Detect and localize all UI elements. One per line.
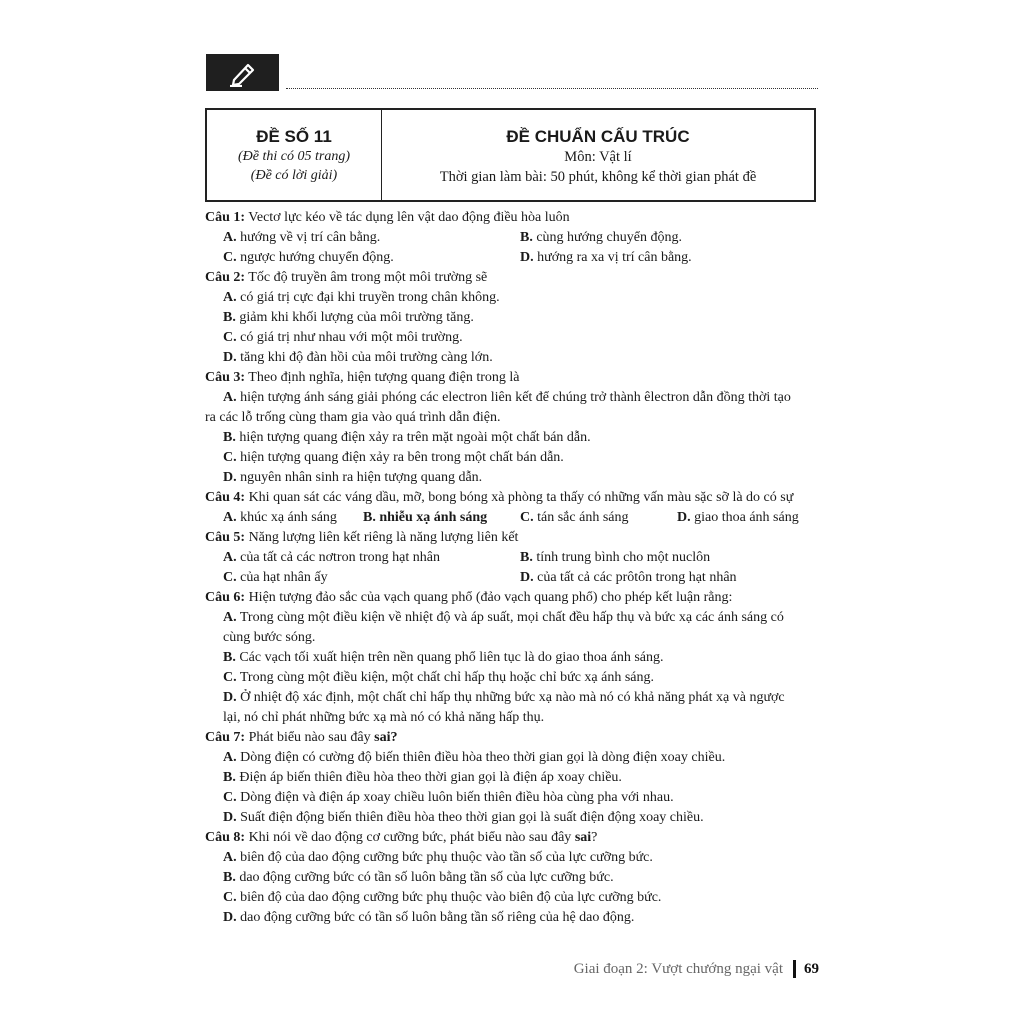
text-span: B. bbox=[223, 770, 236, 785]
question-text: Hiện tượng đảo sắc của vạch quang phổ (đảo vạch quang phổ) cho phép kết luận rằng: bbox=[245, 590, 733, 605]
question-stem bbox=[205, 268, 825, 288]
text-span: C. bbox=[223, 250, 237, 265]
question-label: Câu 8: bbox=[205, 830, 246, 845]
option-row bbox=[205, 568, 825, 588]
text-span: ngược hướng chuyển động. bbox=[236, 250, 394, 265]
text-span: khúc xạ ánh sáng bbox=[236, 510, 337, 525]
exam-id-cell bbox=[207, 110, 382, 200]
text-span: tán sắc ánh sáng bbox=[533, 510, 629, 525]
question-text: Theo định nghĩa, hiện tượng quang điện trong là bbox=[245, 370, 520, 385]
footer-divider bbox=[793, 960, 796, 978]
text-span: có giá trị như nhau với một môi trường. bbox=[236, 330, 463, 345]
pencil-icon-box bbox=[206, 54, 279, 91]
text-span: có giá trị cực đại khi truyền trong chân không. bbox=[236, 290, 500, 305]
option bbox=[205, 808, 825, 828]
pencil-icon bbox=[228, 59, 258, 87]
text-span: cùng hướng chuyển động. bbox=[532, 230, 682, 245]
page-number: 69 bbox=[804, 960, 819, 977]
text-span: C. bbox=[223, 570, 237, 585]
question-stem bbox=[205, 728, 825, 748]
option bbox=[520, 508, 677, 528]
option bbox=[223, 228, 520, 248]
question-text: Vectơ lực kéo về tác dụng lên vật dao động điều hòa luôn bbox=[245, 210, 570, 225]
text-span: D. bbox=[223, 470, 237, 485]
exam-title: ĐỀ CHUẨN CẤU TRÚC bbox=[506, 127, 690, 146]
question-label: Câu 2: bbox=[205, 270, 246, 285]
question-stem bbox=[205, 528, 825, 548]
option bbox=[205, 668, 825, 688]
option bbox=[205, 348, 825, 368]
option-continuation: cùng bước sóng. bbox=[223, 630, 316, 645]
option-continuation: ra các lỗ trống cùng tham gia vào quá trình dẫn điện. bbox=[205, 410, 501, 425]
text-span: Trong cùng một điều kiện về nhiệt độ và áp suất, mọi chất đều hấp thụ và bức xạ các ánh sáng có bbox=[236, 610, 784, 625]
option bbox=[205, 288, 825, 308]
text-span: C. bbox=[223, 670, 237, 685]
question-stem bbox=[205, 588, 825, 608]
question-text: Khi nói về dao động cơ cưỡng bức, phát biểu nào sau đây bbox=[245, 830, 575, 845]
option-row bbox=[205, 228, 825, 248]
question-stem bbox=[205, 828, 825, 848]
option bbox=[205, 908, 825, 928]
option bbox=[205, 688, 825, 708]
text-span: giao thoa ánh sáng bbox=[690, 510, 799, 525]
text-span: nguyên nhân sinh ra hiện tượng quang dẫn. bbox=[236, 470, 483, 485]
text-span: của tất cả các nơtron trong hạt nhân bbox=[236, 550, 440, 565]
option bbox=[520, 248, 692, 268]
question-label: Câu 5: bbox=[205, 530, 246, 545]
option bbox=[223, 508, 363, 528]
option bbox=[205, 648, 825, 668]
exam-number: ĐỀ SỐ 11 bbox=[256, 127, 332, 146]
text-span: A. bbox=[223, 510, 237, 525]
question-stem bbox=[205, 488, 825, 508]
text-span: C. bbox=[223, 330, 237, 345]
text-span: Dòng điện và điện áp xoay chiều luôn biến thiên điều hòa cùng pha với nhau. bbox=[236, 790, 674, 805]
text-span: B. bbox=[223, 310, 236, 325]
text-span: A. bbox=[223, 850, 237, 865]
option bbox=[223, 548, 520, 568]
text-span: B. bbox=[223, 430, 236, 445]
text-span: tăng khi độ đàn hồi của môi trường càng lớn. bbox=[236, 350, 493, 365]
option bbox=[205, 328, 825, 348]
question-text: Phát biểu nào sau đây bbox=[245, 730, 375, 745]
question-label: Câu 6: bbox=[205, 590, 246, 605]
text-span: D. bbox=[223, 350, 237, 365]
option bbox=[205, 868, 825, 888]
text-span: dao động cưỡng bức có tần số luôn bằng tần số riêng của hệ dao động. bbox=[236, 910, 635, 925]
text-span: B. bbox=[520, 550, 533, 565]
question-text: Năng lượng liên kết riêng là năng lượng liên kết bbox=[245, 530, 519, 545]
text-span: D. bbox=[520, 570, 534, 585]
text-span: A. bbox=[223, 290, 237, 305]
solution-note: (Đề có lời giải) bbox=[250, 168, 338, 183]
exam-header bbox=[205, 108, 816, 202]
option bbox=[223, 248, 520, 268]
dotted-rule bbox=[286, 88, 818, 89]
text-span: Trong cùng một điều kiện, một chất chỉ hấp thụ hoặc chỉ bức xạ ánh sáng. bbox=[236, 670, 655, 685]
text-span: hiện tượng quang điện xảy ra trên mặt ngoài một chất bán dẫn. bbox=[235, 430, 591, 445]
option bbox=[520, 548, 710, 568]
question-label: Câu 7: bbox=[205, 730, 246, 745]
text-span: B. bbox=[223, 870, 236, 885]
text-span: Điện áp biến thiên điều hòa theo thời gian gọi là điện áp xoay chiều. bbox=[235, 770, 622, 785]
text-span: C. bbox=[223, 450, 237, 465]
text-span: biên độ của dao động cưỡng bức phụ thuộc vào tần số của lực cưỡng bức. bbox=[236, 850, 653, 865]
question-stem bbox=[205, 208, 825, 228]
text-span: hướng về vị trí cân bằng. bbox=[236, 230, 381, 245]
page-footer bbox=[574, 960, 819, 978]
option bbox=[205, 768, 825, 788]
option bbox=[205, 748, 825, 768]
text-span: A. bbox=[223, 550, 237, 565]
text-span: D. bbox=[223, 690, 237, 705]
text-span: của tất cả các prôtôn trong hạt nhân bbox=[533, 570, 737, 585]
text-span: A. bbox=[223, 230, 237, 245]
option bbox=[205, 848, 825, 868]
option bbox=[520, 228, 682, 248]
text-span: hiện tượng quang điện xảy ra bên trong một chất bán dẫn. bbox=[236, 450, 564, 465]
text-span: giảm khi khối lượng của môi trường tăng. bbox=[235, 310, 474, 325]
option-continuation: lại, nó chỉ phát những bức xạ mà nó có khả năng hấp thụ. bbox=[223, 710, 545, 725]
text-span: ? bbox=[591, 830, 598, 845]
text-span: D. bbox=[223, 810, 237, 825]
question-list bbox=[205, 208, 825, 928]
text-span: Các vạch tối xuất hiện trên nền quang phổ liên tục là do giao thoa ánh sáng. bbox=[235, 650, 664, 665]
option bbox=[363, 508, 520, 528]
option bbox=[205, 448, 825, 468]
text-span: C. bbox=[520, 510, 534, 525]
text-span: B. bbox=[363, 510, 376, 525]
question-label: Câu 1: bbox=[205, 210, 246, 225]
text-span: B. bbox=[223, 650, 236, 665]
option bbox=[520, 568, 737, 588]
text-span: của hạt nhân ấy bbox=[236, 570, 328, 585]
option bbox=[205, 788, 825, 808]
text-span: dao động cưỡng bức có tần số luôn bằng tần số của lực cưỡng bức. bbox=[235, 870, 614, 885]
option bbox=[205, 388, 825, 408]
exam-time: Thời gian làm bài: 50 phút, không kể thời gian phát đề bbox=[439, 169, 757, 185]
text-span: Suất điện động biến thiên điều hòa theo thời gian gọi là suất điện động xoay chiều. bbox=[236, 810, 704, 825]
text-span: A. bbox=[223, 390, 237, 405]
text-span: Ở nhiệt độ xác định, một chất chỉ hấp thụ những bức xạ nào mà nó có khả năng phát xạ và ngược bbox=[236, 690, 785, 705]
page-count: (Đề thi có 05 trang) bbox=[238, 149, 350, 164]
question-emphasis: sai? bbox=[374, 730, 398, 745]
text-span: tính trung bình cho một nuclôn bbox=[532, 550, 711, 565]
option bbox=[205, 428, 825, 448]
question-label: Câu 4: bbox=[205, 490, 246, 505]
option bbox=[223, 568, 520, 588]
question-text: Tốc độ truyền âm trong một môi trường sẽ bbox=[245, 270, 488, 285]
option bbox=[205, 468, 825, 488]
option bbox=[205, 888, 825, 908]
question-stem bbox=[205, 368, 825, 388]
text-span: C. bbox=[223, 890, 237, 905]
option bbox=[677, 508, 799, 528]
text-span: B. bbox=[520, 230, 533, 245]
text-span: C. bbox=[223, 790, 237, 805]
text-span: nhiễu xạ ánh sáng bbox=[375, 510, 488, 525]
option-row bbox=[205, 508, 825, 528]
text-span: D. bbox=[520, 250, 534, 265]
text-span: A. bbox=[223, 610, 237, 625]
section-title: Giai đoạn 2: Vượt chướng ngại vật bbox=[573, 960, 783, 977]
question-text: Khi quan sát các váng dầu, mỡ, bong bóng xà phòng ta thấy có những vấn màu sặc sỡ là do có sự bbox=[245, 490, 794, 505]
text-span: D. bbox=[223, 910, 237, 925]
option bbox=[205, 308, 825, 328]
text-span: D. bbox=[677, 510, 691, 525]
text-span: hiện tượng ánh sáng giải phóng các electron liên kết để chúng trở thành êlectron dẫn đồng thời tạo bbox=[236, 390, 791, 405]
text-span: Dòng điện có cường độ biến thiên điều hòa theo thời gian gọi là dòng điện xoay chiều. bbox=[236, 750, 726, 765]
exam-subject: Môn: Vật lí bbox=[564, 149, 632, 165]
option-row bbox=[205, 248, 825, 268]
text-span: biên độ của dao động cưỡng bức phụ thuộc vào biên độ của lực cưỡng bức. bbox=[236, 890, 662, 905]
option-row bbox=[205, 548, 825, 568]
question-emphasis: sai bbox=[574, 830, 592, 845]
text-span: A. bbox=[223, 750, 237, 765]
exam-info-cell bbox=[382, 110, 814, 200]
option bbox=[205, 608, 825, 628]
question-label: Câu 3: bbox=[205, 370, 246, 385]
text-span: hướng ra xa vị trí cân bằng. bbox=[533, 250, 692, 265]
